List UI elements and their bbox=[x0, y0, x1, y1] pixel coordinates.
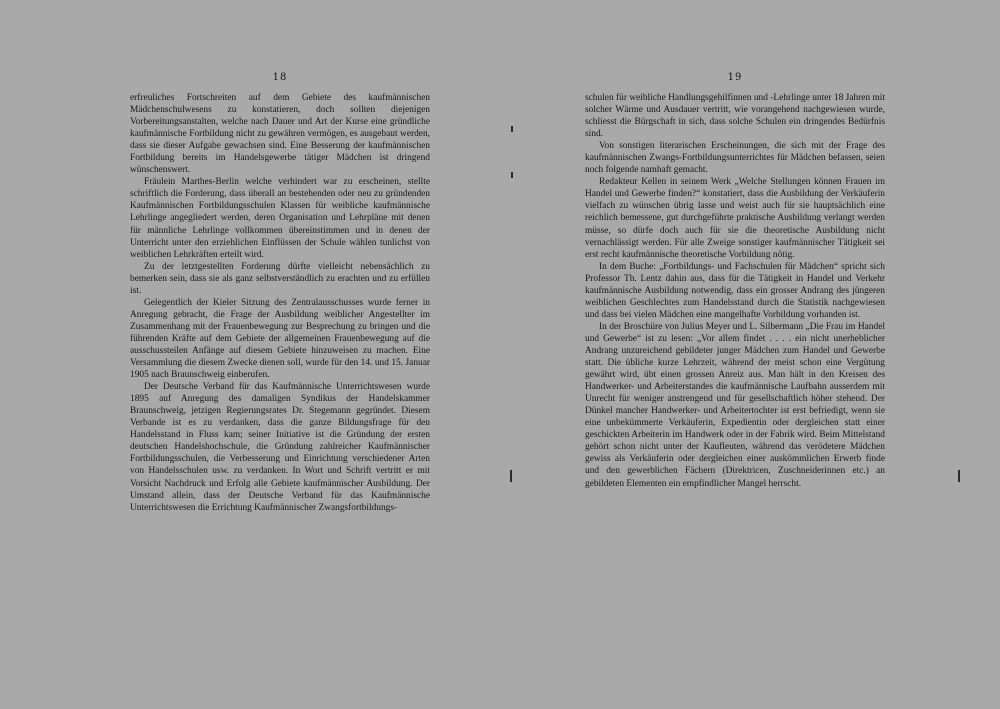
paragraph: Der Deutsche Verband für das Kaufmännische Unterrichtswesen wurde 1895 auf Anregung des damaligen Syndikus der Handelskammer Braunschweig, jetzigen Regierungsrates Dr. Stegemann gegründet. Diesem Verbande ist es zu verdanken, dass die ganze Bildungsfrage für den Handelsstand in Fluss kam; seiner Initiative ist die Gründung der ersten deutschen Handelshochschule, die Gründung zahlreicher Kaufmännischer Fortbildungsschulen, die Verbesserung und Einrichtung verschiedener Arten von Handelsschulen usw. zu verdanken. In Wort und Schrift vertritt er mit Vorsicht Nachdruck und Erfolg alle Gebiete kaufmännischer Ausbildung. Der Umstand allein, dass der Deutsche Verband für das Kaufmännische Unterrichtswesen die Errichtung Kaufmännischer Zwangsfortbildungs- bbox=[130, 382, 430, 513]
paragraph: In der Broschüre von Julius Meyer und L. Silbermann „Die Frau im Handel und Gewerbe“ ist zu lesen: „Vor allem findet . . . . ein nicht unerheblicher Andrang unzureichend gebildeter junger Mädchen zum Handel und Gewerbe statt. Die übliche kurze Lehrzeit, während der meist schon eine Vergütung gewährt wird, übt einen grossen Anreiz aus. Man hält in den Kreisen des Handwerker- und Arbeiterstandes die kaufmännische Laufbahn ausserdem mit Unrecht für weniger anstrengend und für gesellschaftlich höher stehend. Der Dünkel mancher Handwerker- und Arbeitertochter ist erst befriedigt, wenn sie eine unbekümmerte Verkäuferin, Expedientin oder dergleichen statt einer geschickten Arbeiterin im Handwerk oder in der Fabrik wird. Beim Mittelstand gehört schon nicht unter der Kaufleuten, während das verödetere Mädchen gewiss als Verkäuferin oder dergleichen einer auskömmlichen Erwerb finde und den gewerblichen Fächern (Direktricen, Zuschneiderinnen etc.) an gebildeten Elementen ein empfindlicher Mangel herrscht. bbox=[585, 321, 885, 489]
paragraph: Gelegentlich der Kieler Sitzung des Zentralausschusses wurde ferner in Anregung gebracht, die Frage der Ausbildung weiblicher Angestellter im Zusammenhang mit der Frauenbewegung zur Besprechung zu bringen und die führenden Kräfte auf dem Gebiete der allgemeinen Frauenbewegung auf die ausschussteilen Anfänge auf diesem Gebiete hinzuweisen zu machen. Eine Versammlung die diesem Zwecke dienen soll, wurde für den 14. und 15. Januar 1905 nach Braunschweig einberufen. bbox=[130, 297, 430, 381]
gutter-mark bbox=[511, 126, 513, 132]
gutter-mark bbox=[958, 470, 960, 482]
paragraph: Fräulein Marthes-Berlin welche verhindert war zu erscheinen, stellte schriftlich die Forderung, dass überall an bestehenden oder neu zu gründenden Kaufmännischen Fortbildungsschulen Klassen für weibliche kaufmännische Lehrlinge angegliedert werden, deren Organisation und Lehrpläne mit denen für männliche Lehrlinge vollkommen übereinstimmen und in denen der Unterricht unter den erziehlichen Einflüssen der Schule wählen tunlichst von weiblichen Lehrkräften erteilt wird. bbox=[130, 177, 430, 260]
body-text bbox=[130, 92, 430, 514]
paragraph: Zu der letztgestellten Forderung dürfte vielleicht nebensächlich zu bemerken sein, dass sie als ganz selbstverständlich zu erachten und zu erfüllen ist. bbox=[130, 261, 430, 296]
paragraph: In dem Buche: „Fortbildungs- und Fachschulen für Mädchen“ spricht sich Professor Th. Lentz dahin aus, dass für die Tätigkeit in Handel und Verkehr kaufmännische Ausbildung notwendig, dass ein grosser Andrang des jüngeren weiblichen Geschlechtes zum Handelsstand durch die Statistik nachgewiesen und dass bei vielen Mädchen eine mangelhafte Vorbildung vorhanden ist. bbox=[585, 261, 885, 320]
page-number: 19 bbox=[727, 72, 743, 83]
paragraph: Redakteur Kellen in seinem Werk „Welche Stellungen können Frauen im Handel und Gewerbe finden?“ konstatiert, dass die Ausbildung der Verkäuferin vielfach zu wünschen übrig lasse und weist auch für sie hauptsächlich eine reichlich bemessene, gut durchgeführte praktische Ausbildung verlangt werden müsse, so dürfe doch auch für sie die theoretische Ausbildung nicht vernachlässigt werden. Für alle Zweige sonstiger kaufmännischer Tätigkeit sei erst recht kaufmännische theoretische Vorbildung nötig. bbox=[585, 177, 885, 260]
paragraph: schulen für weibliche Handlungsgehilfinnen und -Lehrlinge unter 18 Jahren mit solcher Wärme und Ausdauer vertritt, wie vorangehend nachgewiesen wurde, schliesst die Bürgschaft in sich, dass solche Schulen ein dringendes Bedürfnis sind. bbox=[585, 93, 885, 140]
paragraph: erfreuliches Fortschreiten auf dem Gebiete des kaufmännischen Mädchenschulwesens zu konstatieren, doch sollten diejenigen Vorbereitungsanstalten, welche nach Dauer und Art der Kurse eine gründliche kaufmännische Fortbildung nicht zu gewähren vermögen, es ausgebaut werden, dass sie dieser Aufgabe gewachsen sind. Eine Besserung der kaufmännischen Fortbildung bereits im Handelsgewerbe tätiger Mädchen ist dringend wünschenswert. bbox=[130, 93, 430, 176]
gutter-mark bbox=[511, 172, 513, 178]
page-number: 18 bbox=[272, 72, 288, 83]
paragraph: Von sonstigen literarischen Erscheinungen, die sich mit der Frage des kaufmännischen Zwangs-Fortbildungsunterrichtes für Mädchen befassen, seien noch folgende namhaft gemacht. bbox=[585, 141, 885, 176]
gutter-mark bbox=[510, 470, 512, 482]
left-page bbox=[130, 0, 430, 709]
right-page bbox=[585, 0, 885, 709]
body-text bbox=[585, 92, 885, 490]
